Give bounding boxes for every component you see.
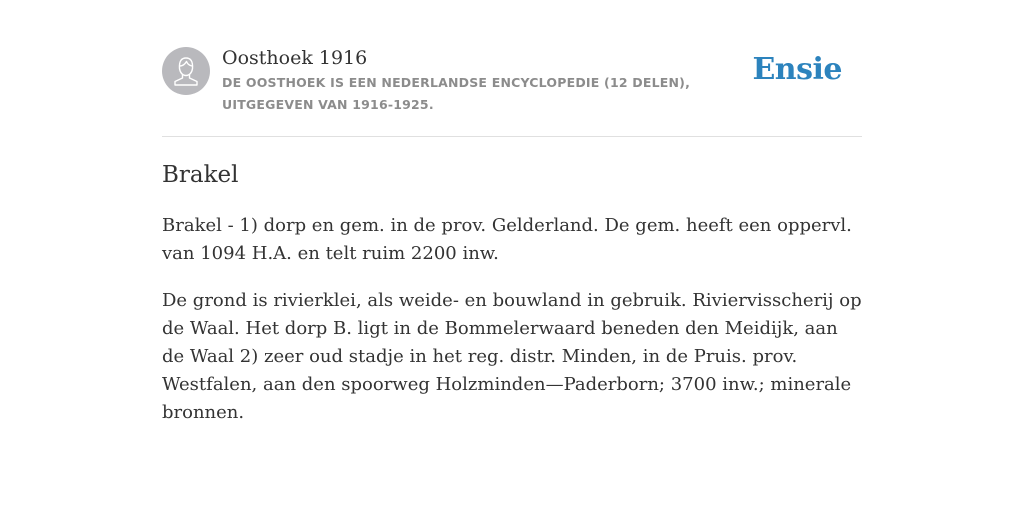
source-avatar[interactable] [162,47,210,95]
source-header [162,46,862,137]
entry-body [162,212,862,446]
user-icon [162,47,210,95]
ensie-logo-link[interactable]: Ensie [752,52,842,87]
entry-title: Brakel [162,162,239,188]
source-title[interactable]: Oosthoek 1916 [222,47,368,69]
source-description: DE OOSTHOEK IS EEN NEDERLANDSE ENCYCLOPEDIE (12 DELEN), UITGEGEVEN VAN 1916-1925. [222,75,691,112]
entry-paragraph: Brakel - 1) dorp en gem. in de prov. Gelderland. De gem. heeft een oppervl. van 1094 H.A. en telt ruim 2200 inw. [162,215,852,264]
entry-paragraph: De grond is rivierklei, als weide- en bouwland in gebruik. Riviervisscherij op de Waal. Het dorp B. ligt in de Bommelerwaard beneden den Meidijk, aan de Waal 2) zeer oud stadje in het reg. distr. Minden, in de Pruis. prov. Westfalen, aan den spoorweg Holzminden—Paderborn; 3700 inw.; minerale bronnen. [162,290,862,423]
